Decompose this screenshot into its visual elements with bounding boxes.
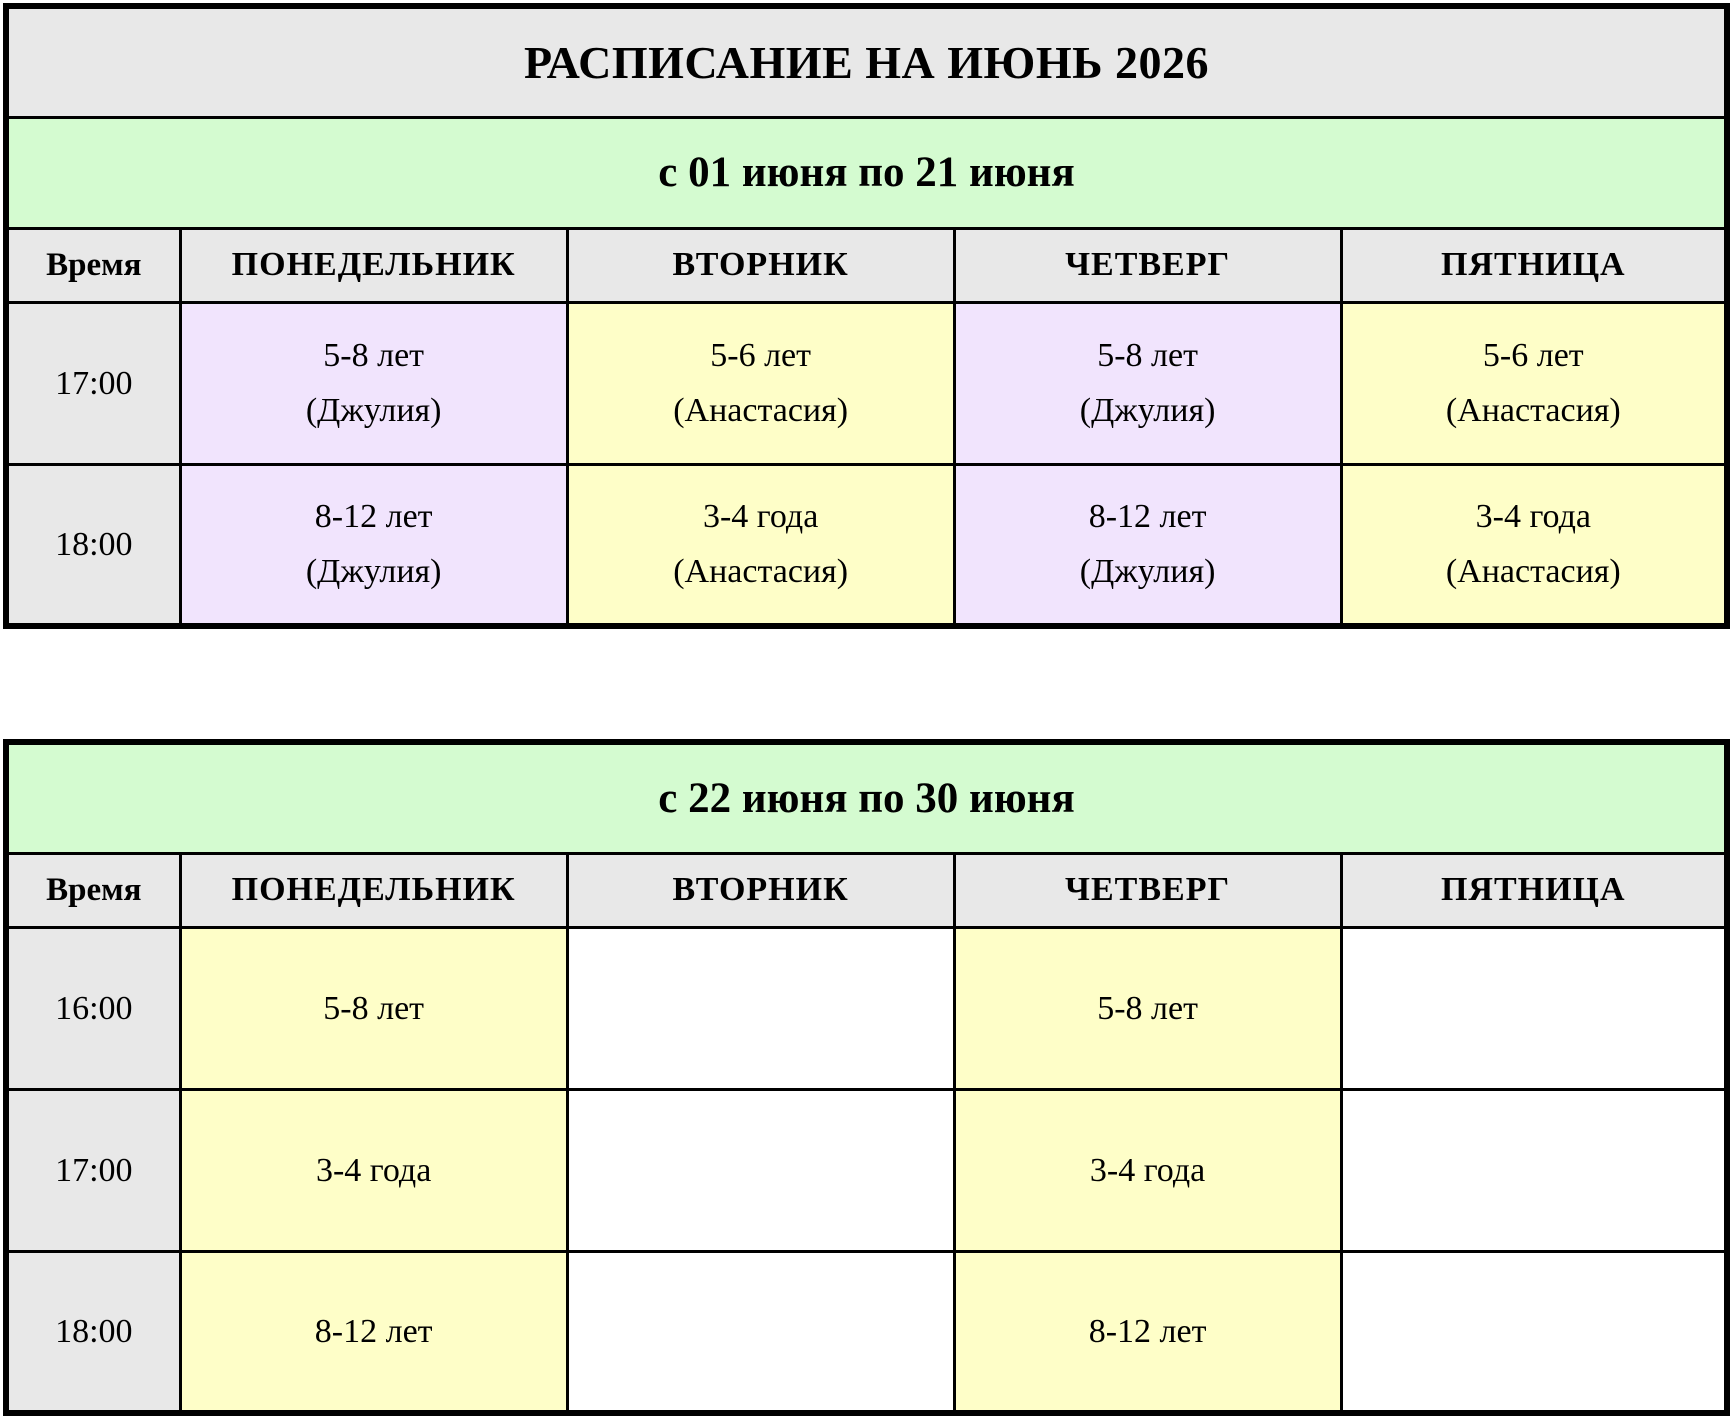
- class-cell: 8-12 лет: [180, 1251, 567, 1413]
- table-row: [6, 1089, 1727, 1251]
- class-cell: [1341, 464, 1727, 626]
- age-group: 3-4 года: [702, 498, 819, 536]
- teacher-name: (Джулия): [1079, 553, 1216, 591]
- time-cell: 17:00: [6, 302, 180, 464]
- page-title: РАСПИСАНИЕ НА ИЮНЬ 2026: [6, 6, 1727, 117]
- class-cell: [954, 464, 1341, 626]
- column-header-thursday: ЧЕТВЕРГ: [954, 853, 1341, 927]
- empty-cell: [1341, 1251, 1727, 1413]
- table-row: [6, 302, 1727, 464]
- age-group: 3-4 года: [1475, 498, 1591, 536]
- teacher-name: (Анастасия): [1445, 392, 1621, 429]
- class-cell: [180, 302, 567, 464]
- column-header-tuesday: ВТОРНИК: [567, 853, 954, 927]
- empty-cell: [567, 1089, 954, 1251]
- teacher-name: (Анастасия): [1445, 553, 1621, 591]
- table-row: [6, 1251, 1727, 1413]
- empty-cell: [567, 927, 954, 1089]
- time-cell: 18:00: [6, 464, 180, 626]
- teacher-name: (Джулия): [305, 392, 442, 429]
- class-cell: [567, 302, 954, 464]
- empty-cell: [1341, 1089, 1727, 1251]
- column-header-thursday: ЧЕТВЕРГ: [954, 228, 1341, 302]
- column-header-friday: ПЯТНИЦА: [1341, 853, 1727, 927]
- class-cell: [180, 464, 567, 626]
- time-cell: 17:00: [6, 1089, 180, 1251]
- class-cell: 8-12 лет: [954, 1251, 1341, 1413]
- column-header-tuesday: ВТОРНИК: [567, 228, 954, 302]
- column-header-friday: ПЯТНИЦА: [1341, 228, 1727, 302]
- schedule-table-june-1-21: [3, 3, 1730, 629]
- time-cell: 16:00: [6, 927, 180, 1089]
- class-cell: [1341, 302, 1727, 464]
- class-cell: 3-4 года: [180, 1089, 567, 1251]
- age-group: 8-12 лет: [314, 498, 433, 536]
- class-cell: [954, 302, 1341, 464]
- age-group: 8-12 лет: [1088, 498, 1207, 536]
- column-header-monday: ПОНЕДЕЛЬНИК: [180, 853, 567, 927]
- empty-cell: [567, 1251, 954, 1413]
- class-cell: 3-4 года: [954, 1089, 1341, 1251]
- class-cell: 5-8 лет: [954, 927, 1341, 1089]
- table-row: [6, 464, 1727, 626]
- age-group: 5-6 лет: [710, 337, 812, 374]
- column-header-time: Время: [6, 853, 180, 927]
- column-header-time: Время: [6, 228, 180, 302]
- period-heading: с 01 июня по 21 июня: [6, 117, 1727, 228]
- teacher-name: (Джулия): [305, 553, 442, 591]
- teacher-name: (Анастасия): [673, 392, 849, 429]
- teacher-name: (Анастасия): [673, 553, 849, 591]
- age-group: 5-8 лет: [323, 337, 425, 374]
- column-header-monday: ПОНЕДЕЛЬНИК: [180, 228, 567, 302]
- age-group: 5-8 лет: [1097, 337, 1198, 374]
- age-group: 5-6 лет: [1482, 337, 1584, 374]
- teacher-name: (Джулия): [1079, 392, 1216, 429]
- class-cell: [567, 464, 954, 626]
- table-row: [6, 927, 1727, 1089]
- schedule-table-june-22-30: [3, 739, 1730, 1416]
- period-heading: с 22 июня по 30 июня: [6, 742, 1727, 853]
- class-cell: 5-8 лет: [180, 927, 567, 1089]
- time-cell: 18:00: [6, 1251, 180, 1413]
- empty-cell: [1341, 927, 1727, 1089]
